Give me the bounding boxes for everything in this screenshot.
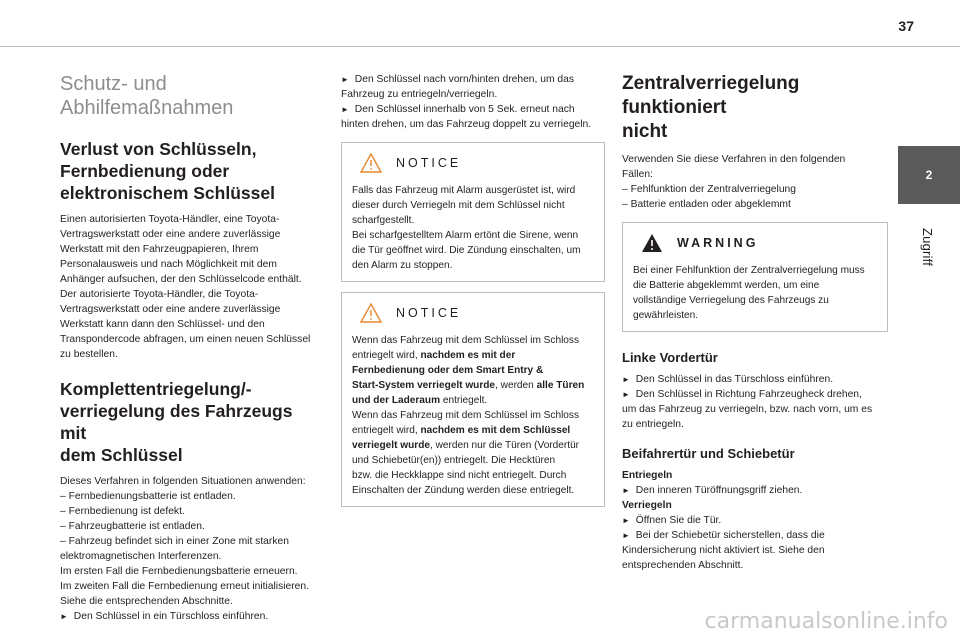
chapter-label: Zugriff — [920, 228, 935, 267]
arrow-icon: ► — [622, 375, 630, 384]
arrow-icon: ► — [622, 531, 630, 540]
steps-key-turn: ► Den Schlüssel nach vorn/hinten drehen, um das Fahrzeug zu entriegeln/verriegeln. ► Den Schlüssel innerhalb von 5 Sek. erneut nach hinten drehen, um das Fahrzeug doppelt zu verriegeln. — [341, 74, 592, 130]
notice-triangle-icon — [360, 303, 382, 323]
heading-left-front-door: Linke Vordertür — [622, 350, 718, 365]
warning-triangle-icon — [641, 233, 663, 253]
notice-text: Wenn das Fahrzeug mit dem Schlüssel im Schloss entriegelt wird, nachdem es mit der Fernbedienung oder dem Smart Entry & Start-System verriegelt wurde, werden alle Türen und der Laderaum entriegelt. Wenn das Fahrzeug mit dem Schlüssel im Schloss entriegelt wird, nachdem es mit dem Schlüssel verriegelt wurde, werden nur die Türen (Vordertür und Schiebetür(en)) entriegelt. Die Hecktüren bzw. die Heckklappe sind nicht entriegelt. Durch Einschalten der Zündung werden diese entriegelt. — [352, 335, 585, 496]
notice-triangle-icon — [360, 153, 382, 173]
notice-title: NOTICE — [396, 156, 462, 170]
notice-box-1 — [341, 142, 605, 282]
warning-title: WARNING — [677, 236, 759, 250]
arrow-icon: ► — [622, 486, 630, 495]
chapter-number: 2 — [925, 168, 933, 182]
section-title: Schutz- und Abhilfemaßnahmen — [60, 73, 234, 119]
unlock-label: Entriegeln — [622, 470, 673, 481]
paragraph-lost-keys: Einen autorisierten Toyota-Händler, eine Toyota- Vertragswerkstatt oder eine andere zuverlässige Werkstatt mit den Fahrzeugpapieren, Ihrem Personalausweis und nach Möglichkeit mit dem Anhänger aufsuchen, der den Schlüsselcode enthält. Der autorisierte Toyota-Händler, die Toyota- Vertragswerkstatt oder eine andere zuverlässige Werkstatt kann dann den Schlüssel- und den Transpondercode abfragen, um einen neuen Schlüssel zu bestellen. — [60, 214, 311, 360]
steps-left-front-door: ► Den Schlüssel in das Türschloss einführen. ► Den Schlüssel in Richtung Fahrzeugheck drehen, um das Fahrzeug zu verriegeln, bzw. nach vorn, um es zu entriegeln. — [622, 374, 873, 430]
arrow-icon: ► — [341, 105, 349, 114]
arrow-icon: ► — [622, 516, 630, 525]
page-number: 37 — [898, 18, 914, 34]
arrow-icon: ► — [60, 612, 68, 621]
column-3 — [622, 72, 888, 573]
column-2 — [341, 72, 605, 517]
paragraph-central-locking: Verwenden Sie diese Verfahren in den folgenden Fällen: – Fehlfunktion der Zentralverriegelung – Batterie entladen oder abgeklemmt — [622, 154, 846, 210]
heading-lost-keys: Verlust von Schlüsseln, Fernbedienung oder elektronischem Schlüssel — [60, 139, 275, 203]
heading-central-locking: Zentralverriegelung funktioniert nicht — [622, 73, 800, 142]
column-1 — [60, 72, 322, 624]
chapter-tab[interactable] — [898, 146, 960, 204]
heading-complete-locking: Komplettentriegelung/- verriegelung des Fahrzeugs mit dem Schlüssel — [60, 379, 293, 465]
warning-box — [622, 222, 888, 332]
warning-text: Bei einer Fehlfunktion der Zentralverriegelung muss die Batterie abgeklemmt werden, um eine vollständige Verriegelung des Fahrzeugs zu gewährleisten. — [633, 265, 865, 321]
header-rule — [0, 46, 960, 47]
heading-passenger-sliding-door: Beifahrertür und Schiebetür — [622, 446, 795, 461]
arrow-icon: ► — [341, 75, 349, 84]
steps-passenger-door: Entriegeln ► Den inneren Türöffnungsgriff ziehen. Verriegeln ► Öffnen Sie die Tür. ► Bei der Schiebetür sicherstellen, dass die Kindersicherung nicht aktiviert ist. Siehe den entsprechenden Abschnitt. — [622, 470, 825, 571]
step-item: ► Den Schlüssel in ein Türschloss einführen. — [60, 611, 269, 622]
lock-label: Verriegeln — [622, 500, 672, 511]
notice-title: NOTICE — [396, 306, 462, 320]
paragraph-complete-locking: Dieses Verfahren in folgenden Situationen anwenden: – Fernbedienungsbatterie ist entladen. – Fernbedienung ist defekt. – Fahrzeugbatterie ist entladen. – Fahrzeug befindet sich in einer Zone mit starken elektromagnetischen Interferenzen. Im ersten Fall die Fernbedienungsbatterie erneuern. Im zweiten Fall die Fernbedienung erneut initialisieren. Siehe die entsprechenden Abschnitte. ► Den Schlüssel in ein Türschloss einführen. — [60, 474, 322, 624]
notice-box-2 — [341, 292, 605, 507]
notice-text: Falls das Fahrzeug mit Alarm ausgerüstet ist, wird dieser durch Verriegeln mit dem Schlüssel nicht scharfgestellt. Bei scharfgestelltem Alarm ertönt die Sirene, wenn die Tür geöffnet wird. Die Zündung einschalten, um den Alarm zu stoppen. — [352, 185, 581, 271]
watermark: carmanualsonline.info — [704, 609, 948, 634]
arrow-icon: ► — [622, 390, 630, 399]
